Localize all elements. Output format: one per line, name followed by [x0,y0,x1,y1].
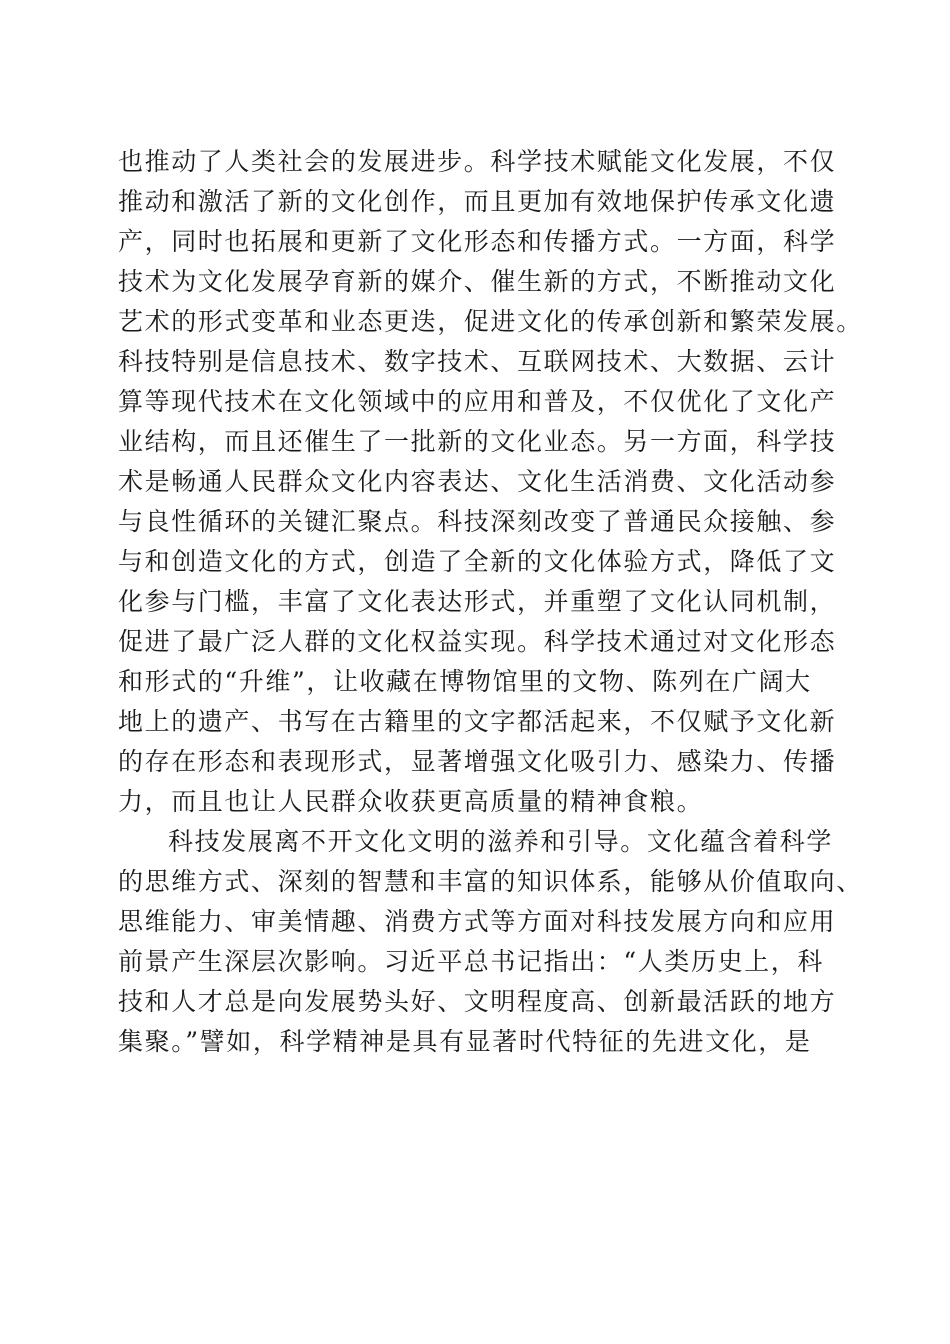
text-line: 术是畅通人民群众文化内容表达、文化生活消费、文化活动参 [118,467,837,496]
text-line: 也推动了人类社会的发展进步。科学技术赋能文化发展，不仅 [118,147,837,176]
text-line: 思维能力、审美情趣、消费方式等方面对科技发展方向和应用 [118,907,837,936]
text-line: 的思维方式、深刻的智慧和丰富的知识体系，能够从价值取向、 [118,867,863,896]
paragraph-1 [118,142,863,822]
text-line: 与和创造文化的方式，创造了全新的文化体验方式，降低了文 [118,547,837,576]
text-line: 艺术的形式变革和业态更迭，促进文化的传承创新和繁荣发展。 [118,307,863,336]
text-line: 技术为文化发展孕育新的媒介、催生新的方式，不断推动文化 [118,267,837,296]
text-line: 业结构，而且还催生了一批新的文化业态。另一方面，科学技 [118,427,837,456]
text-line: 推动和激活了新的文化创作，而且更加有效地保护传承文化遗 [118,187,837,216]
text-line: 化参与门槛，丰富了文化表达形式，并重塑了文化认同机制， [118,587,837,616]
text-line: 力，而且也让人民群众收获更高质量的精神食粮。 [118,787,704,816]
text-line: 地上的遗产、书写在古籍里的文字都活起来，不仅赋予文化新 [118,707,837,736]
text-line: 技和人才总是向发展势头好、文明程度高、创新最活跃的地方 [118,987,837,1016]
text-line: 科技发展离不开文化文明的滋养和引导。文化蕴含着科学 [168,827,834,856]
text-line: 产，同时也拓展和更新了文化形态和传播方式。一方面，科学 [118,227,837,256]
text-line: 和形式的“升维”，让收藏在博物馆里的文物、陈列在广阔大 [118,667,812,696]
body-text [118,142,863,1062]
text-line: 的存在形态和表现形式，显著增强文化吸引力、感染力、传播 [118,747,837,776]
paragraph-2 [118,822,863,1062]
text-line: 前景产生深层次影响。习近平总书记指出：“人类历史上，科 [118,947,824,976]
text-line: 与良性循环的关键汇聚点。科技深刻改变了普通民众接触、参 [118,507,837,536]
text-line: 集聚。”譬如，科学精神是具有显著时代特征的先进文化，是 [118,1027,812,1056]
text-line: 算等现代技术在文化领域中的应用和普及，不仅优化了文化产 [118,387,837,416]
text-line: 促进了最广泛人群的文化权益实现。科学技术通过对文化形态 [118,627,837,656]
text-line: 科技特别是信息技术、数字技术、互联网技术、大数据、云计 [118,347,837,376]
